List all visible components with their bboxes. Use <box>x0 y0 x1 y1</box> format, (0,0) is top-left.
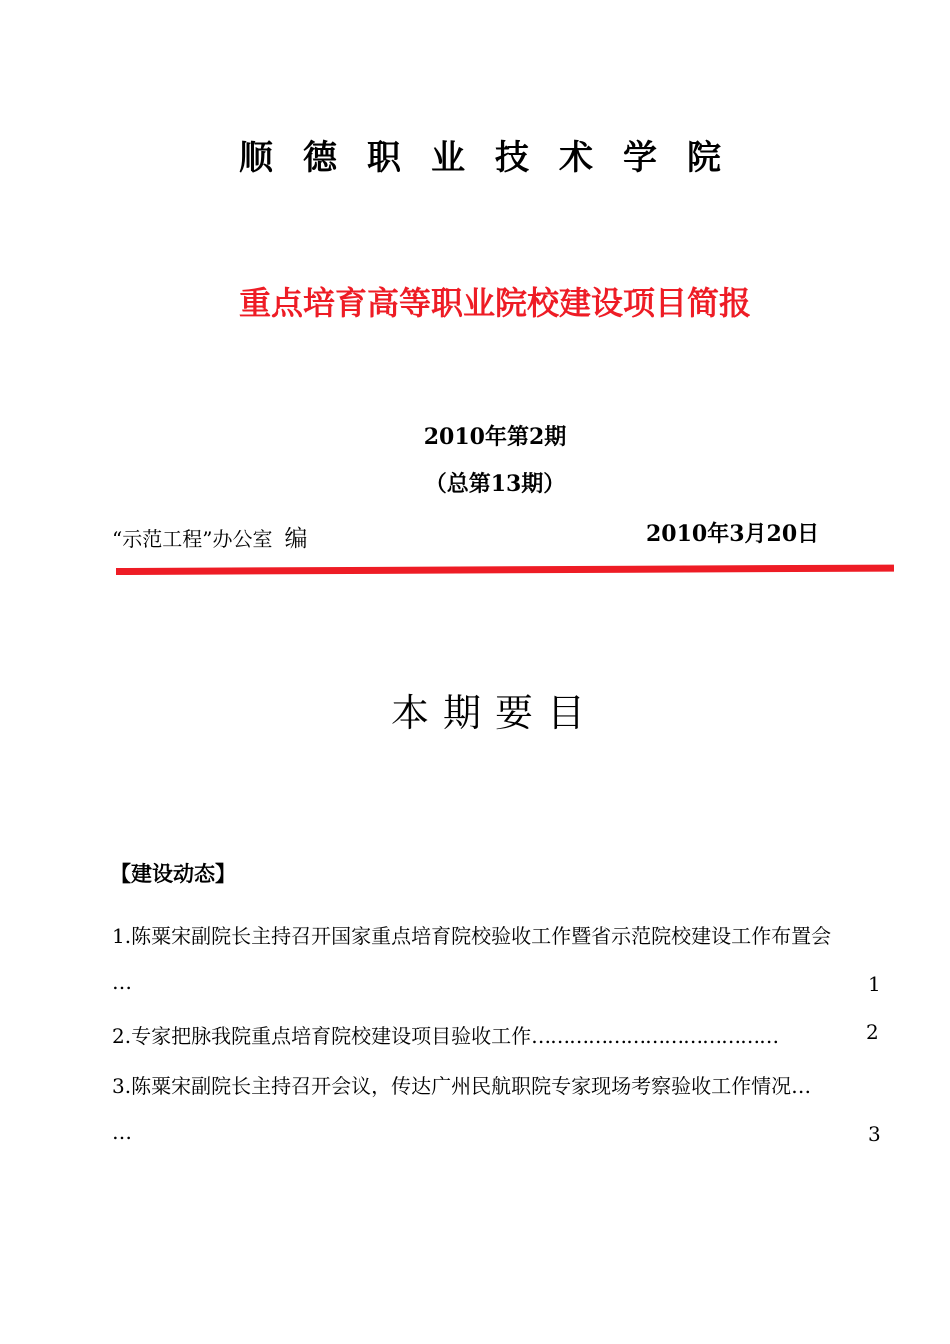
editor-office: “示范工程”办公室 <box>112 527 273 551</box>
toc-item-2[interactable] <box>112 1020 778 1049</box>
bulletin-title: 重点培育高等职业院校建设项目简报 <box>238 284 751 322</box>
editor-suffix: 编 <box>284 526 308 552</box>
toc-item-text: 2.专家把脉我院重点培育院校建设项目验收工作 <box>112 1024 532 1048</box>
toc-item-3[interactable] <box>112 1070 811 1099</box>
toc-heading: 本期要目 <box>390 691 599 735</box>
toc-item-page: 1 <box>868 972 881 996</box>
toc-item-1-continuation: … <box>112 970 132 994</box>
toc-item-page: 2 <box>866 1020 879 1044</box>
red-divider <box>116 565 894 575</box>
publish-date: 2010年3月20日 <box>646 521 820 547</box>
toc-item-page: 3 <box>868 1122 881 1146</box>
issue-total-number: （总第13期） <box>424 471 566 497</box>
editor-line <box>112 520 307 553</box>
toc-item-text: 1.陈粟宋副院长主持召开国家重点培育院校验收工作暨省示范院校建设工作布置会 <box>112 924 832 948</box>
toc-item-1[interactable] <box>112 920 831 949</box>
toc-item-3-continuation: … <box>112 1120 132 1144</box>
toc-section-heading: 【建设动态】 <box>110 862 236 886</box>
toc-item-text: 3.陈粟宋副院长主持召开会议，传达广州民航职院专家现场考察验收工作情况… <box>112 1074 812 1098</box>
issue-number: 2010年第2期 <box>423 424 567 450</box>
toc-leader-dots: ………………………………… <box>531 1024 779 1048</box>
school-name: 顺德职业技术学院 <box>239 138 751 178</box>
